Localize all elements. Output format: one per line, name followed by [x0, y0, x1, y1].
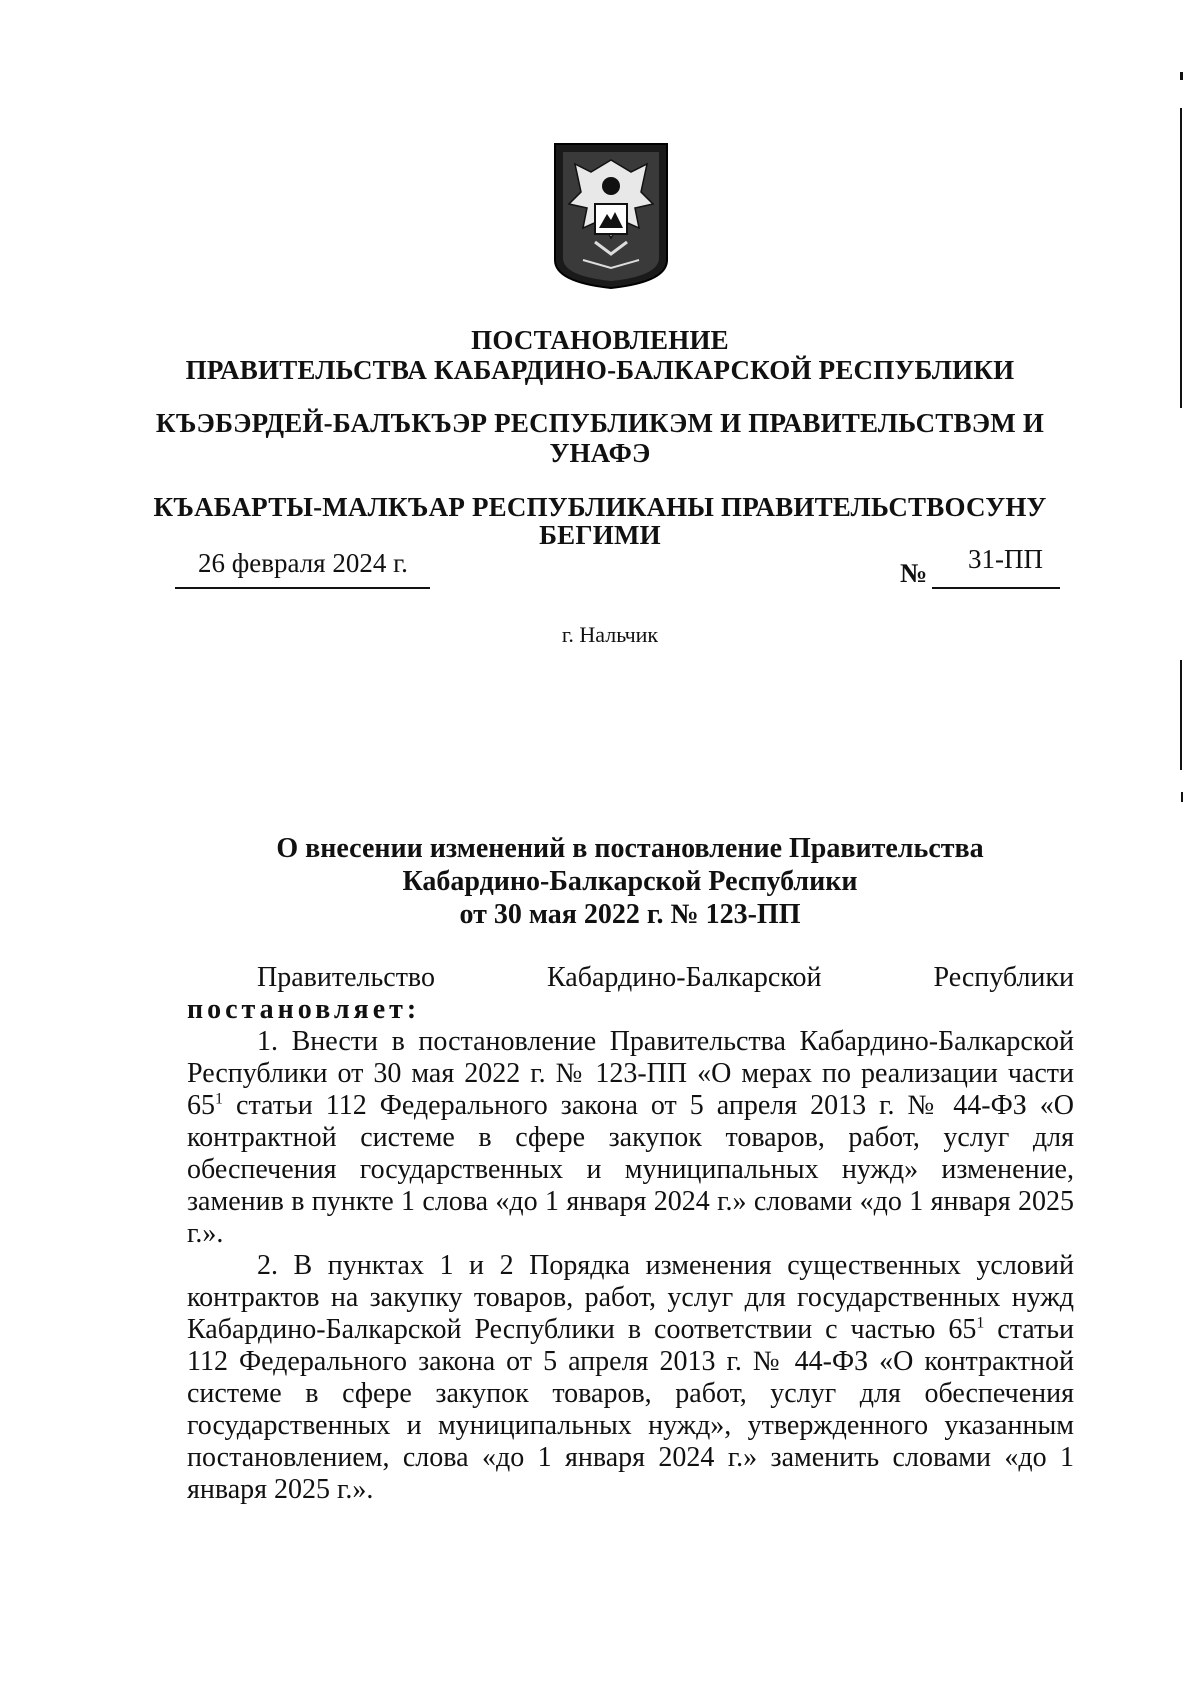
paragraph-2-text-b: статьи 112 Федерального закона от 5 апреля 2013 г. № 44-ФЗ «О контрактной системе в сфере закупок товаров, работ, услуг для обеспечения государственных и муниципальных нужд», утвержденного указанным постановлением, слова «до 1 января 2024 г.» заменить словами «до 1 января 2025 г.». [187, 1314, 1074, 1505]
number-underline [932, 587, 1060, 589]
paragraph-1-text-a: 1. Внести в постановление Правительства Кабардино-Балкарской Республики от 30 мая 2022 г. № 123-ПП «О мерах по реализации части 65 [187, 1026, 1074, 1121]
decree-number: 31-ПП [968, 544, 1043, 574]
date-underline [175, 587, 430, 589]
title-line-2: Кабардино-Балкарской Республики [402, 866, 858, 897]
emblem-graphic [553, 142, 669, 290]
paragraph-2-superscript: 1 [976, 1314, 985, 1332]
decree-title [180, 832, 1080, 931]
preamble-word-1: Правительство [257, 962, 435, 993]
preamble-word-3: Республики [933, 962, 1074, 993]
scan-artifact [1181, 792, 1183, 802]
paragraph-2-text-a: 2. В пунктах 1 и 2 Порядка изменения существенных условий контрактов на закупку товаров, работ, услуг для государственных нужд Кабардино-Балкарской Республики в соответствии с частью 65 [187, 1250, 1074, 1345]
scan-artifact [1180, 108, 1182, 408]
decree-body [187, 962, 1074, 1506]
kabardian-heading-line2: УНАФЭ [549, 438, 651, 468]
doc-type-heading: ПОСТАНОВЛЕНИЕ [471, 325, 729, 355]
decree-date: 26 февраля 2024 г. [198, 548, 408, 578]
paragraph-1-superscript: 1 [215, 1090, 223, 1108]
scan-artifact [1180, 72, 1183, 80]
paragraph-1-text-b: статьи 112 Федерального закона от 5 апреля 2013 г. № 44-ФЗ «О контрактной системе в сфере закупок товаров, работ, услуг для обеспечения государственных и муниципальных нужд» изменение, заменив в пункте 1 слова «до 1 января 2024 г.» словами «до 1 января 2025 г.». [187, 1090, 1074, 1249]
coat-of-arms-emblem-icon [553, 142, 669, 290]
decrees-keyword: постановляет: [187, 994, 421, 1025]
preamble-word-2: Кабардино-Балкарской [546, 962, 822, 993]
scan-artifact [1180, 660, 1182, 770]
title-line-1: О внесении изменений в постановление Правительства [276, 833, 984, 864]
balkar-heading-line1: КЪАБАРТЫ-МАЛКЪАР РЕСПУБЛИКАНЫ ПРАВИТЕЛЬСТВОСУНУ [153, 492, 1047, 522]
number-sign: № [900, 558, 928, 588]
city-label: г. Нальчик [561, 622, 659, 647]
paragraph-2 [187, 1250, 1074, 1506]
preamble-line [187, 962, 1074, 994]
balkar-heading-line2: БЕГИМИ [539, 520, 661, 550]
title-line-3: от 30 мая 2022 г. № 123-ПП [459, 899, 801, 930]
paragraph-1 [187, 1026, 1074, 1250]
issuer-heading: ПРАВИТЕЛЬСТВА КАБАРДИНО-БАЛКАРСКОЙ РЕСПУБЛИКИ [185, 355, 1015, 385]
kabardian-heading-line1: КЪЭБЭРДЕЙ-БАЛЪКЪЭР РЕСПУБЛИКЭМ И ПРАВИТЕЛЬСТВЭМ И [155, 408, 1045, 438]
